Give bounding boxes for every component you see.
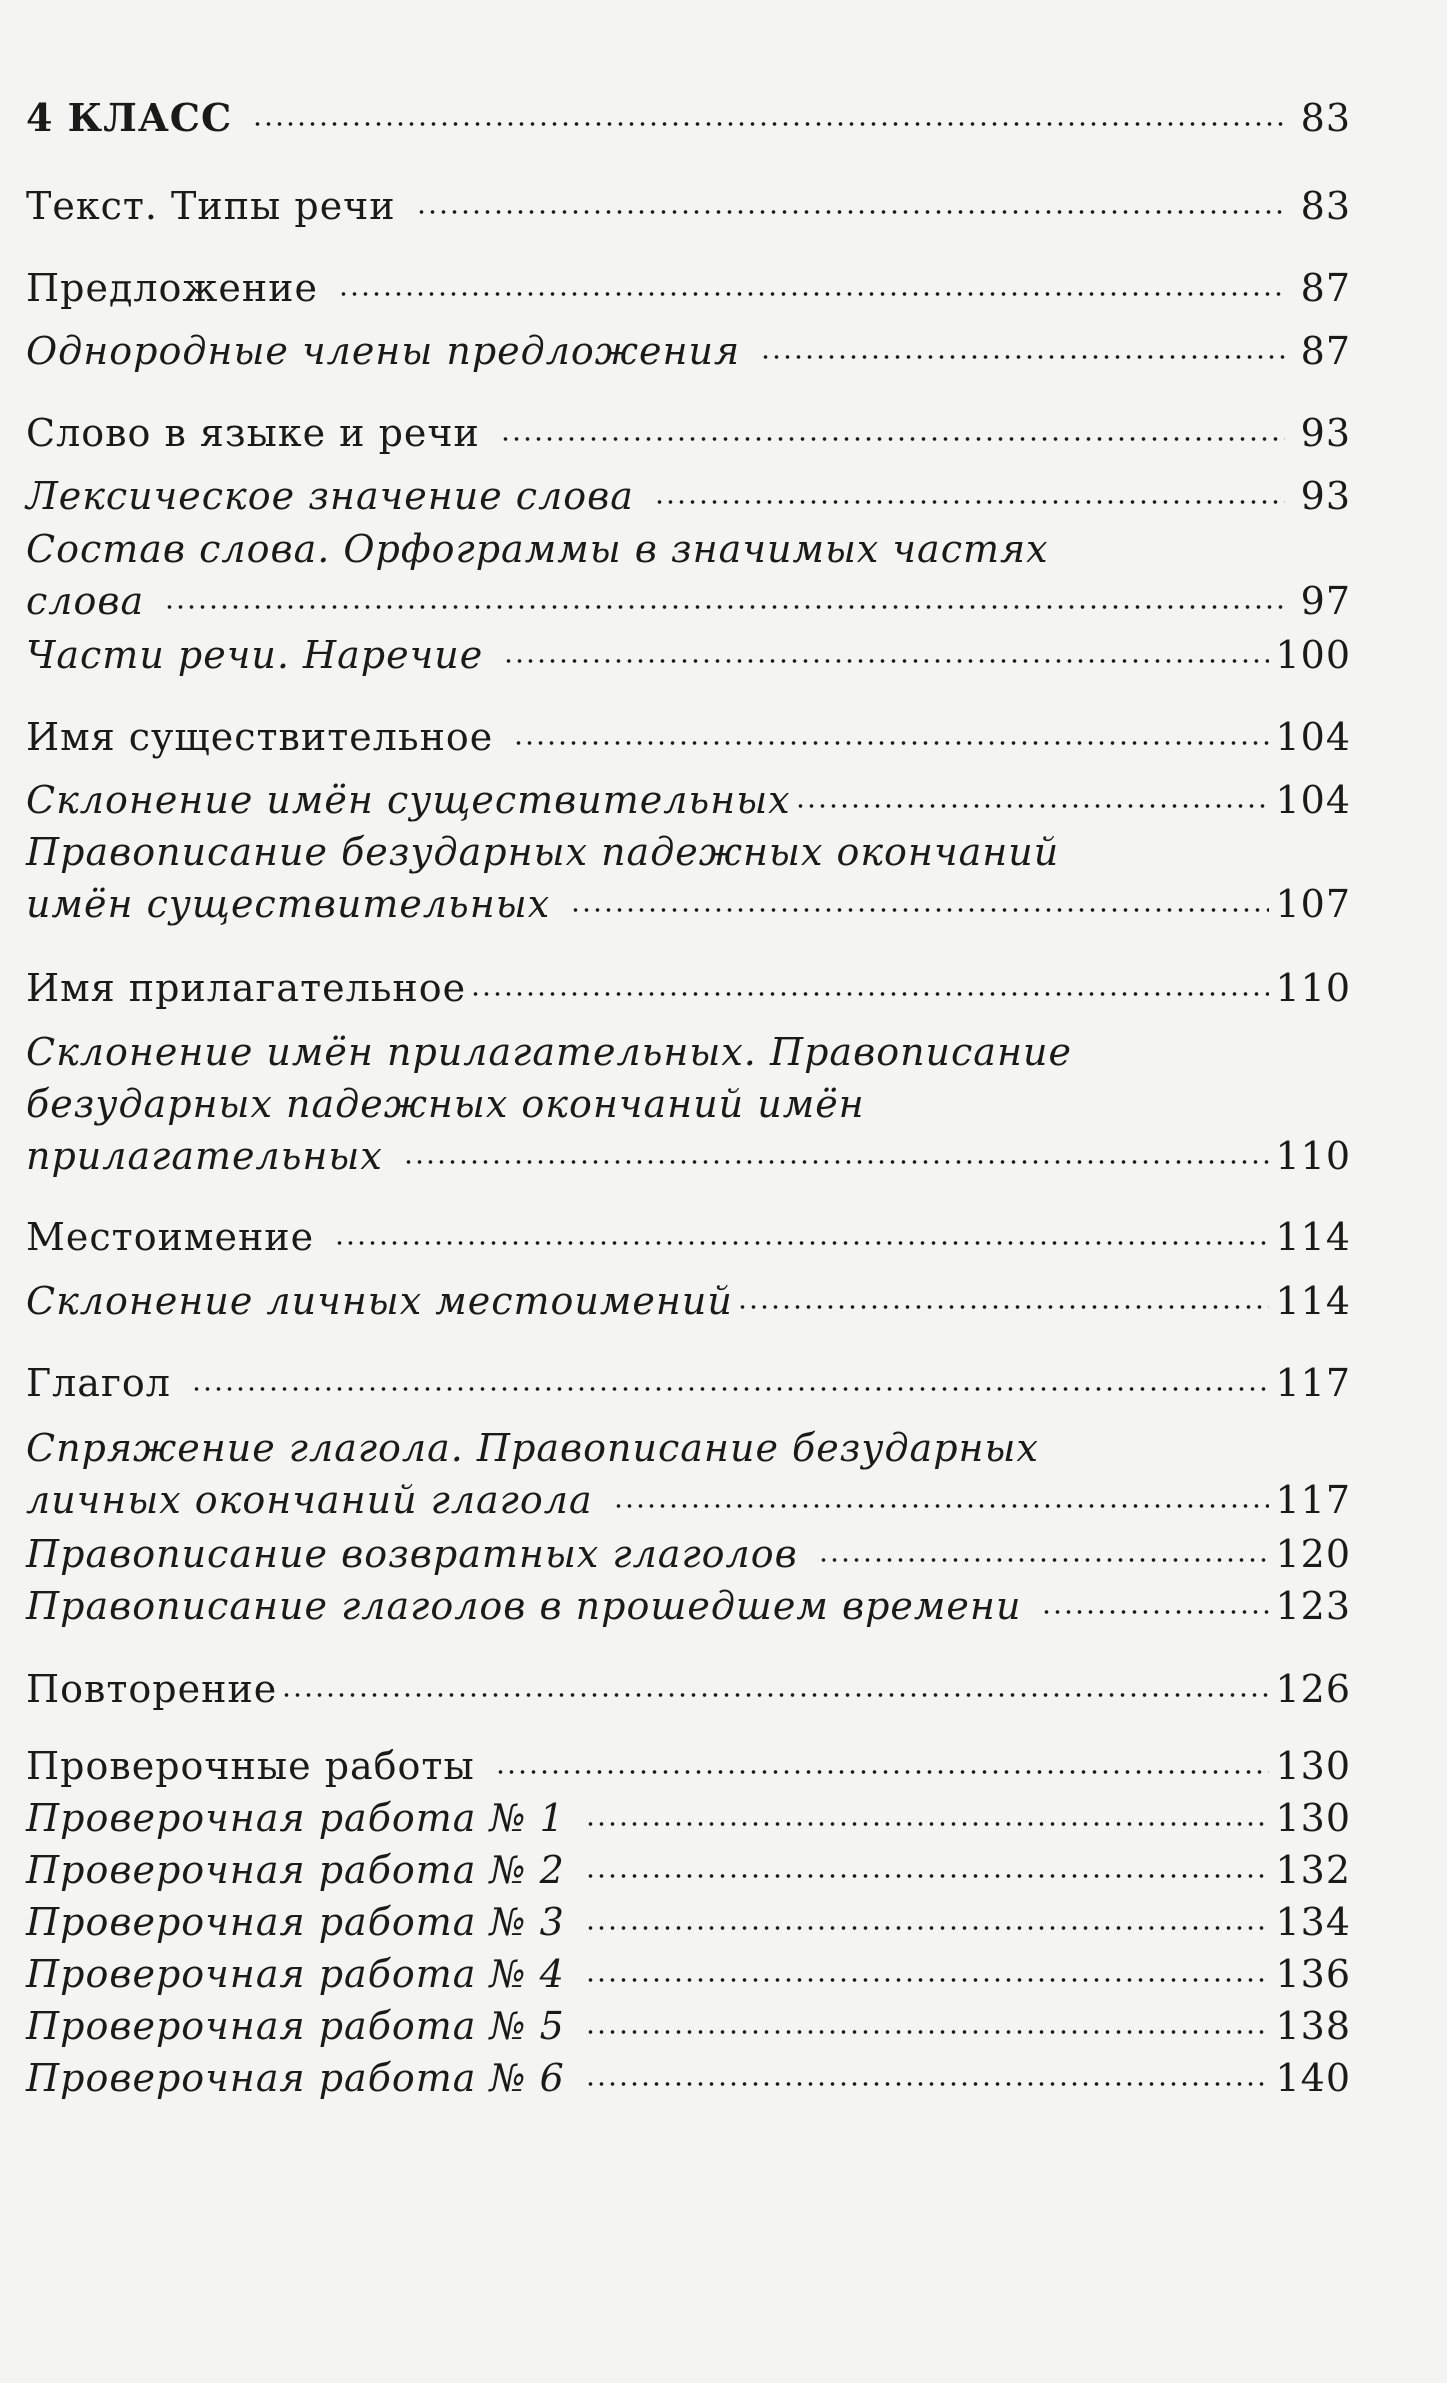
entry-title: Однородные члены предложения — [26, 329, 741, 373]
page-number: 83 — [1300, 96, 1351, 140]
page-number: 126 — [1275, 1667, 1351, 1711]
dot-leader — [760, 352, 1285, 362]
entry-title: Проверочная работа № 4 — [26, 1952, 565, 1996]
toc-entry-adjective[interactable] — [26, 962, 1351, 1014]
dot-leader — [585, 1871, 1270, 1881]
toc-entry-sentence[interactable] — [26, 262, 1351, 314]
page-number: 117 — [1275, 1361, 1351, 1405]
page-number: 130 — [1275, 1744, 1351, 1788]
entry-title: Лексическое значение слова — [26, 474, 634, 518]
entry-title: Текст. Типы речи — [26, 184, 396, 228]
entry-title: Склонение личных местоимений — [26, 1279, 733, 1323]
toc-entry-test-4[interactable] — [26, 1948, 1351, 2000]
entry-title-line2: имён существительных — [26, 882, 551, 926]
toc-entry-test-2[interactable] — [26, 1844, 1351, 1896]
dot-leader — [403, 1157, 1270, 1167]
toc-entry-parts-of-speech[interactable] — [26, 629, 1351, 681]
entry-title: Правописание глаголов в прошедшем времени — [26, 1584, 1022, 1628]
entry-title-line2: слова — [26, 579, 145, 623]
entry-title: 4 КЛАСС — [26, 95, 233, 140]
toc-entry-tests[interactable] — [26, 1740, 1351, 1792]
toc-entry-text-types[interactable] — [26, 180, 1351, 232]
dot-leader — [613, 1501, 1270, 1511]
dot-leader — [334, 1238, 1269, 1248]
toc-entry-lexical[interactable] — [26, 470, 1351, 522]
toc-entry-test-6[interactable] — [26, 2052, 1351, 2104]
dot-leader — [585, 1819, 1270, 1829]
dot-leader — [585, 2027, 1270, 2037]
page-number: 132 — [1275, 1848, 1351, 1892]
dot-leader — [654, 497, 1285, 507]
page-number: 107 — [1275, 882, 1351, 926]
page-number: 93 — [1300, 411, 1351, 455]
dot-leader — [191, 1384, 1270, 1394]
page-number: 104 — [1275, 715, 1351, 759]
dot-leader — [585, 1923, 1270, 1933]
entry-title: Проверочная работа № 3 — [26, 1900, 565, 1944]
entry-title-line2: безударных падежных окончаний имён — [26, 1082, 865, 1126]
dot-leader — [585, 1975, 1270, 1985]
entry-title: Имя существительное — [26, 715, 494, 759]
toc-entry-composition[interactable] — [26, 523, 1351, 627]
page-number: 117 — [1275, 1478, 1351, 1522]
page-number: 110 — [1275, 966, 1351, 1010]
entry-title-line1: Состав слова. Орфограммы в значимых частях — [26, 527, 1049, 571]
page-number: 120 — [1275, 1532, 1351, 1576]
entry-title: Повторение — [26, 1667, 278, 1711]
toc-entry-noun[interactable] — [26, 711, 1351, 763]
dot-leader — [1041, 1607, 1269, 1617]
page-number: 104 — [1275, 778, 1351, 822]
entry-title: Местоимение — [26, 1215, 315, 1259]
toc-entry-test-5[interactable] — [26, 2000, 1351, 2052]
entry-title: Правописание возвратных глаголов — [26, 1532, 798, 1576]
toc-entry-pronoun[interactable] — [26, 1211, 1351, 1263]
entry-title: Предложение — [26, 266, 318, 310]
entry-title: Имя прилагательное — [26, 966, 467, 1010]
toc-entry-review[interactable] — [26, 1663, 1351, 1715]
toc-entry-test-3[interactable] — [26, 1896, 1351, 1948]
page-number: 136 — [1275, 1952, 1351, 1996]
page-number: 87 — [1300, 329, 1351, 373]
dot-leader — [503, 656, 1269, 666]
dot-leader — [570, 905, 1269, 915]
dot-leader — [818, 1555, 1270, 1565]
page-number: 138 — [1275, 2004, 1351, 2048]
toc-entry-noun-spelling[interactable] — [26, 826, 1351, 930]
entry-title: Проверочная работа № 6 — [26, 2056, 565, 2100]
page-number: 87 — [1300, 266, 1351, 310]
toc-entry-verb-conjugation[interactable] — [26, 1422, 1351, 1526]
page-number: 130 — [1275, 1796, 1351, 1840]
toc-entry-noun-declension[interactable] — [26, 774, 1351, 826]
page-number: 134 — [1275, 1900, 1351, 1944]
toc-entry-pronoun-declension[interactable] — [26, 1275, 1351, 1327]
dot-leader — [513, 738, 1269, 748]
entry-title: Глагол — [26, 1361, 171, 1405]
page-number: 114 — [1275, 1215, 1351, 1259]
toc-entry-homogeneous[interactable] — [26, 325, 1351, 377]
dot-leader — [164, 602, 1285, 612]
entry-title-line1: Правописание безударных падежных окончаний — [26, 830, 1060, 874]
entry-title-line2: личных окончаний глагола — [26, 1478, 593, 1522]
page-number: 123 — [1275, 1584, 1351, 1628]
toc-entry-test-1[interactable] — [26, 1792, 1351, 1844]
entry-title: Проверочная работа № 1 — [26, 1796, 565, 1840]
toc-entry-adjective-declension[interactable] — [26, 1026, 1351, 1182]
entry-title: Склонение имён существительных — [26, 778, 791, 822]
entry-title: Части речи. Наречие — [26, 633, 484, 677]
dot-leader — [737, 1302, 1270, 1312]
dot-leader — [416, 207, 1285, 217]
page-number: 100 — [1275, 633, 1351, 677]
entry-title-line1: Склонение имён прилагательных. Правописание — [26, 1030, 1072, 1074]
dot-leader — [500, 434, 1285, 444]
dot-leader — [495, 1767, 1270, 1777]
dot-leader — [470, 989, 1269, 999]
page-number: 83 — [1300, 184, 1351, 228]
toc-entry-grade[interactable] — [26, 92, 1351, 144]
entry-title: Проверочная работа № 2 — [26, 1848, 565, 1892]
entry-title: Слово в языке и речи — [26, 411, 480, 455]
page-number: 97 — [1300, 579, 1351, 623]
toc-entry-past-tense-verbs[interactable] — [26, 1580, 1351, 1632]
entry-title: Проверочная работа № 5 — [26, 2004, 565, 2048]
entry-title: Проверочные работы — [26, 1744, 475, 1788]
page-number: 110 — [1275, 1134, 1351, 1178]
entry-title-line1: Спряжение глагола. Правописание безударных — [26, 1426, 1039, 1470]
toc-entry-word[interactable] — [26, 407, 1351, 459]
entry-title-line3: прилагательных — [26, 1134, 383, 1178]
dot-leader — [252, 119, 1285, 129]
toc-entry-reflexive-verbs[interactable] — [26, 1528, 1351, 1580]
toc-entry-verb[interactable] — [26, 1357, 1351, 1409]
dot-leader — [585, 2079, 1270, 2089]
dot-leader — [338, 289, 1285, 299]
dot-leader — [281, 1690, 1269, 1700]
page-number: 140 — [1275, 2056, 1351, 2100]
page-number: 114 — [1275, 1279, 1351, 1323]
page-number: 93 — [1300, 474, 1351, 518]
dot-leader — [795, 801, 1270, 811]
